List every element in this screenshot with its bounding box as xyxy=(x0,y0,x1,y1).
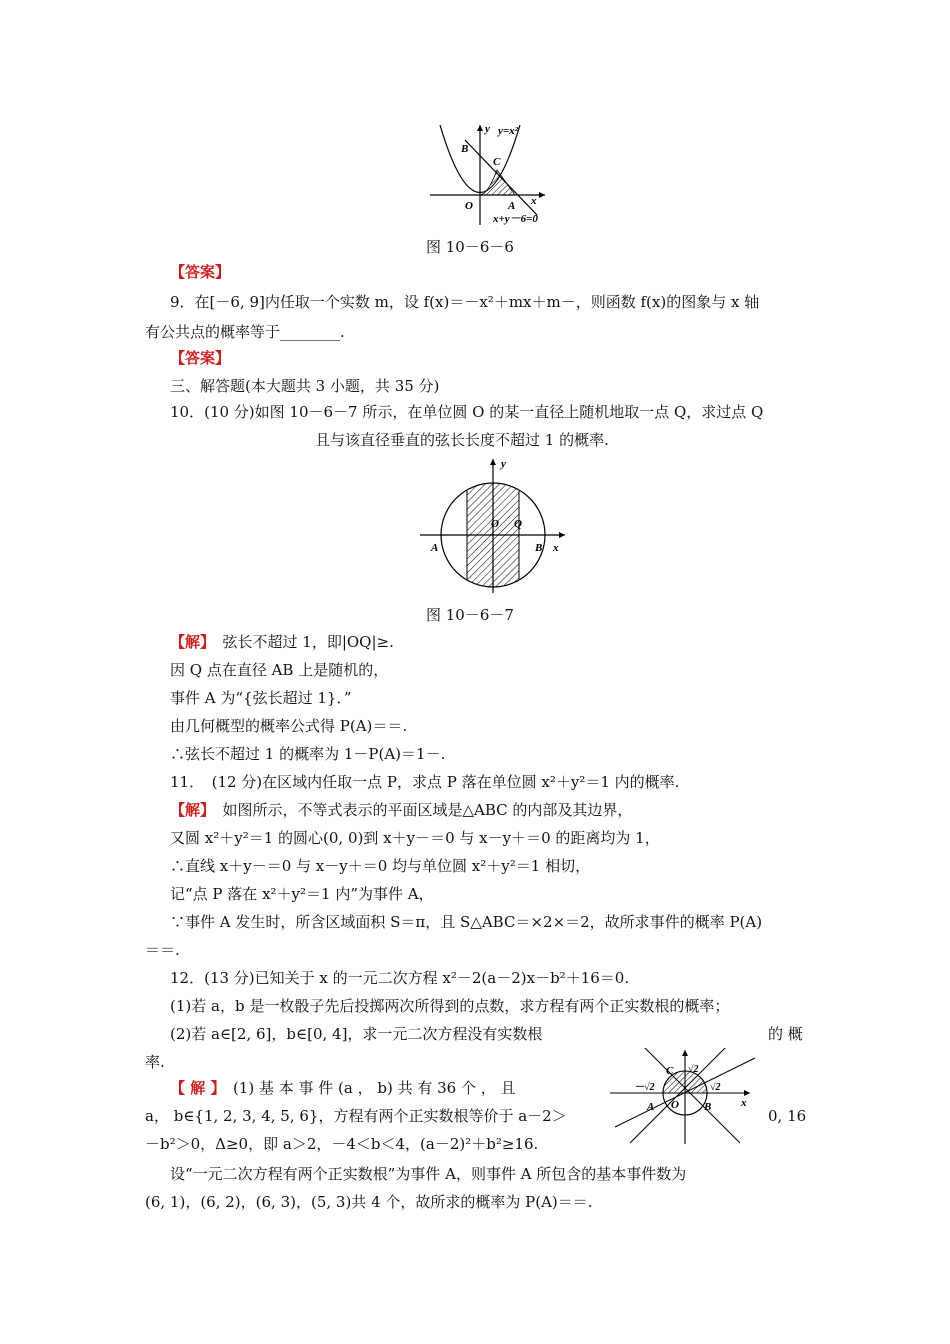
question-10-line-1: 10．(10 分)如图 10－6－7 所示，在单位圆 O 的某一直径上随机地取一点 Q，求过点 Q xyxy=(170,403,764,421)
fig1-C-label: C xyxy=(493,156,501,168)
solution-12-line-1: 【 解 】 (1) 基 本 事 件 (a ， b) 共 有 36 个 ， 且 xyxy=(170,1079,516,1097)
question-12-part-1: (1)若 a，b 是一枚骰子先后投掷两次所得到的点数，求方程有两个正实数根的概率； xyxy=(170,997,730,1015)
fig2-x-label: x xyxy=(553,542,559,554)
fig3-x-label: x xyxy=(741,1097,747,1109)
fig1-O-label: O xyxy=(465,200,473,212)
figure-10-6-6-caption: 图 10－6－6 xyxy=(426,238,514,256)
solution-12-line-4: 设“一元二次方程有两个正实数根”为事件 A，则事件 A 所包含的基本事件数为 xyxy=(170,1165,687,1183)
solution-11-line-6: ＝＝. xyxy=(145,941,180,959)
fig3-A-label: A xyxy=(647,1101,655,1113)
figure-q11-region xyxy=(600,1048,760,1146)
solution-11-line-1: 【解】 如图所示，不等式表示的平面区域是△ABC 的内部及其边界， xyxy=(170,801,633,819)
section-three-heading: 三、解答题(本大题共 3 小题，共 35 分) xyxy=(170,377,440,395)
figure-10-6-6 xyxy=(425,120,565,230)
solution-11-line-2: 又圆 x²＋y²＝1 的圆心(0, 0)到 x＋y－＝0 与 x－y＋＝0 的距离均为 1， xyxy=(170,829,660,847)
solution-12-line-2: a， b∈{1, 2, 3, 4, 5, 6}，方程有两个正实数根等价于 a－2＞ xyxy=(145,1107,567,1125)
question-9-line-2: 有公共点的概率等于________. xyxy=(145,323,345,341)
fig3-pos-sqrt2: √2 xyxy=(710,1082,721,1093)
answer-tag-2: 【答案】 xyxy=(170,349,231,367)
solution-10-line-2: 因 Q 点在直径 AB 上是随机的， xyxy=(170,661,389,679)
fig3-O-label: O xyxy=(671,1099,679,1111)
fig2-O-label: O xyxy=(491,518,499,530)
question-12-part-2: (2)若 a∈[2, 6]，b∈[0, 4]，求一元二次方程没有实数根 xyxy=(170,1025,543,1043)
fig2-Q-label: Q xyxy=(514,518,522,530)
question-12-part-2-end: 率. xyxy=(145,1053,165,1071)
solution-10-line-4: 由几何概型的概率公式得 P(A)＝＝. xyxy=(170,717,408,735)
solution-11-line-5: ∵事件 A 发生时，所含区域面积 S＝π，且 S△ABC＝×2×＝2，故所求事件的概率 P(A) xyxy=(170,913,763,931)
fig2-B-label: B xyxy=(535,542,543,554)
solution-10-line-3: 事件 A 为“{弦长超过 1}．” xyxy=(170,689,352,707)
question-12: 12．(13 分)已知关于 x 的一元二次方程 x²－2(a－2)x－b²＋16＝0. xyxy=(170,969,630,987)
fig1-curve-label: y=x² xyxy=(498,125,518,137)
question-9-line-1: 9．在[－6, 9]内任取一个实数 m，设 f(x)＝－x²＋mx＋m－，则函数 f(x)的图象与 x 轴 xyxy=(170,293,760,311)
question-10-line-2: 且与该直径垂直的弦长长度不超过 1 的概率. xyxy=(315,431,609,449)
fig1-y-label: y xyxy=(485,123,490,135)
solution-10-line-5: ∴弦长不超过 1 的概率为 1－P(A)＝1－. xyxy=(170,745,446,763)
fig3-C-label: C xyxy=(666,1065,674,1077)
fig2-A-label: A xyxy=(431,542,439,554)
answer-tag-1: 【答案】 xyxy=(170,263,231,281)
fig1-line-label: x+y－6=0 xyxy=(493,213,538,225)
figure-10-6-7-caption: 图 10－6－7 xyxy=(426,606,514,624)
fig1-A-label: A xyxy=(508,200,516,212)
fig3-neg-sqrt2: －√2 xyxy=(634,1082,655,1093)
solution-12-line-5: (6, 1)，(6, 2)，(6, 3)，(5, 3)共 4 个，故所求的概率为 P(A)＝＝. xyxy=(145,1193,593,1211)
solution-12-line-2-tail: 0, 16 xyxy=(768,1107,807,1125)
question-12-part-2-tail: 的 概 xyxy=(768,1025,803,1043)
solution-11-line-3: ∴直线 x＋y－＝0 与 x－y＋＝0 均与单位圆 x²＋y²＝1 相切， xyxy=(170,857,591,875)
figure-10-6-7 xyxy=(415,455,575,595)
fig3-sqrt2-top: √2 xyxy=(688,1064,699,1075)
fig2-y-label: y xyxy=(501,458,506,470)
question-11: 11． (12 分)在区域内任取一点 P，求点 P 落在单位圆 x²＋y²＝1 内的概率. xyxy=(170,773,680,791)
solution-12-line-3: －b²＞0，Δ≥0，即 a＞2，－4＜b＜4，(a－2)²＋b²≥16. xyxy=(145,1135,539,1153)
solution-11-line-4: 记“点 P 落在 x²＋y²＝1 内”为事件 A， xyxy=(170,885,434,903)
fig1-B-label: B xyxy=(461,143,469,155)
solution-10-line-1: 【解】 弦长不超过 1，即|OQ|≥. xyxy=(170,633,394,651)
fig1-x-label: x xyxy=(531,195,537,207)
fig3-B-label: B xyxy=(704,1101,712,1113)
